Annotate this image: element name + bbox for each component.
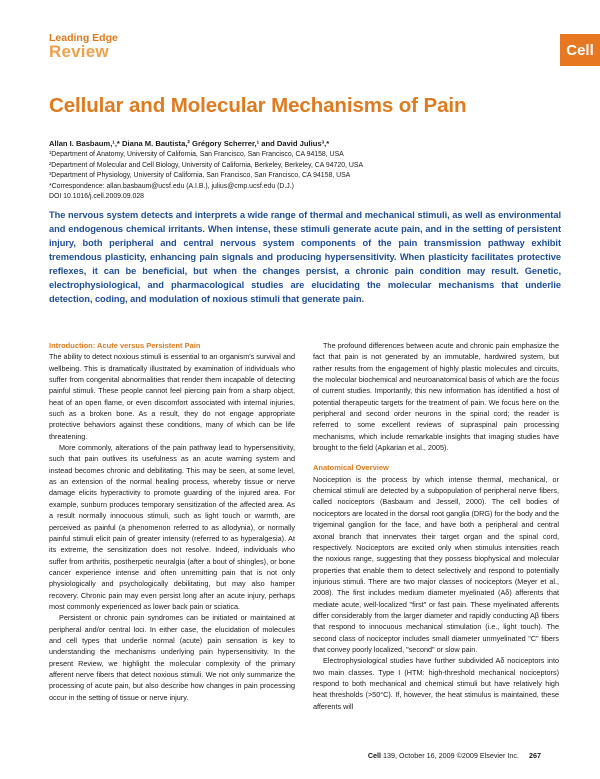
body-paragraph: The profound differences between acute and chronic pain emphasize the fact that pain is not generated by an immutable, hardwired system, but rather results from the engagement of highly plastic molecules and circuits, the molecular biochemical and neuroanatomical basis of which are the focus of current studies. Importantly, this new information has identified a host of potential therapeutic targets for the treatment of pain. We focus here on the peripheral and second order neurons in the spinal cord; the reader is referred to some excellent reviews of supraspinal pain processing mechanisms, which include remarkable insights that imaging studies have brought to the field (Apkarian et al., 2005). <box>313 341 559 453</box>
affiliation-1: ¹Department of Anatomy, University of California, San Francisco, San Francisco, CA 94158, USA <box>49 151 344 158</box>
footer-citation: 139, October 16, 2009 ©2009 Elsevier Inc. <box>381 751 519 760</box>
body-paragraph: The ability to detect noxious stimuli is essential to an organism's survival and wellbeing. This is dramatically illustrated by examination of individuals who suffer from congenital abnormalities that render them incapable of detecting painful stimuli. These people cannot feel piercing pain from a sharp object, heat of an open flame, or even discomfort associated with internal injuries, such as a broken bone. As a result, they do not engage appropriate protective behaviors against these conditions, many of which can be life threatening. <box>49 352 295 441</box>
doi-link[interactable]: DOI 10.1016/j.cell.2009.09.028 <box>49 193 145 201</box>
right-column <box>313 340 559 712</box>
left-column <box>49 340 295 703</box>
body-paragraph: Electrophysiological studies have further subdivided Aδ nociceptors into two main classes. Type I (HTM: high-threshold mechanical nociceptors) respond to both mechanical and chemical stimuli but have relatively high heat thresholds (>50°C). If, however, the heat stimulus is maintained, these afferents will <box>313 656 559 711</box>
cell-logo: Cell <box>560 34 600 66</box>
footer-journal: Cell <box>367 751 382 760</box>
page-number: 267 <box>529 751 541 760</box>
article-title: Cellular and Molecular Mechanisms of Pain <box>49 94 467 117</box>
affiliation-2: ²Department of Molecular and Cell Biology, University of California, Berkeley, Berkeley, CA 94720, USA <box>49 161 364 169</box>
body-paragraph: Nociception is the process by which intense thermal, mechanical, or chemical stimuli are detected by a subpopulation of peripheral nerve fibers, called nociceptors (Basbaum and Jessell, 2000). The cell bodies of nociceptors are located in the dorsal root ganglia (DRG) for the body and the trigeminal ganglion for the face, and have both a peripheral and central axonal branch that innervates their target organ and the spinal cord, respectively. Nociceptors are excited only when stimulus intensities reach the noxious range, suggesting that they possess biophysical and molecular properties that enable them to detect selectively and respond to potentially injurious stimuli. There are two major classes of nociceptors (Meyer et al., 2008). The first includes medium diameter myelinated (Aδ) afferents that mediate acute, well-localized "first" or fast pain. These myelinated afferents differ considerably from the larger diameter and rapidly conducting Aβ fibers that respond to innocuous mechanical stimulation (i.e., light touch). The second class of nociceptor includes small diameter unmyelinated "C" fibers that convey poorly localized, "second" or slow pain. <box>313 474 559 654</box>
correspondence: *Correspondence: allan.basbaum@ucsf.edu (A.I.B.), julius@cmp.ucsf.edu (D.J.) <box>49 182 294 190</box>
author-list: Allan I. Basbaum,¹,* Diana M. Bautista,² Grégory Scherrer,¹ and David Julius³,* <box>49 139 330 148</box>
section-heading-anatomical-overview: Anatomical Overview <box>313 463 389 473</box>
affiliations <box>49 150 363 203</box>
section-label: Review <box>49 42 109 61</box>
leading-edge-kicker: Leading Edge <box>49 32 118 44</box>
page-footer <box>368 751 541 760</box>
body-paragraph: Persistent or chronic pain syndromes can be initiated or maintained at peripheral and/or central loci. In either case, the elucidation of molecules and cell types that underlie normal (acute) pain sensation is key to understanding the mechanisms underlying pain hypersensitivity. In the present Review, we highlight the molecular complexity of the primary afferent nerve fibers that detect noxious stimuli. We not only summarize the processing of acute pain, but also describe how changes in pain processing occur in the setting of tissue or nerve injury. <box>49 613 295 702</box>
section-heading-introduction: Introduction: Acute versus Persistent Pain <box>49 341 201 350</box>
affiliation-3: ³Department of Physiology, University of California, San Francisco, San Francisco, CA 94158, USA <box>49 172 351 180</box>
body-paragraph: More commonly, alterations of the pain pathway lead to hypersensitivity, such that pain outlives its usefulness as an acute warning system and instead becomes chronic and debilitating. This may be seen, at some level, as an extension of the normal healing process, whereby tissue or nerve damage elicits hyperactivity to promote guarding of the injured area. For example, sunburn produces temporary sensitization of the affected area. As a result normally innocuous stimuli, such as light touch or warmth, are perceived as painful (a phenomenon referred to as allodynia), or normally painful stimuli elicit pain of greater intensity (referred to as hyperalgesia). At its extreme, the sensitization does not resolve. Indeed, individuals who suffer from arthritis, postherpetic neuralgia (after a bout of shingles), or bone cancer experience intense and often unremitting pain that is not only physiologically and psychologically debilitating, but may also hamper recovery. Chronic pain may even persist long after an acute injury, perhaps most commonly experienced as lower back pain or sciatica. <box>49 443 295 611</box>
abstract: The nervous system detects and interprets a wide range of thermal and mechanical stimuli, as well as environmental and endogenous chemical irritants. When intense, these stimuli generate acute pain, and in the setting of persistent injury, both peripheral and central nervous system components of the pain transmission pathway exhibit tremendous plasticity, enhancing pain signals and producing hypersensitivity. When plasticity facilitates protective reflexes, it can be beneficial, but when the changes persist, a chronic pain condition may result. Genetic, electrophysiological, and pharmacological studies are elucidating the molecular mechanisms that underlie detection, coding, and modulation of noxious stimuli that generate pain. <box>49 210 561 304</box>
